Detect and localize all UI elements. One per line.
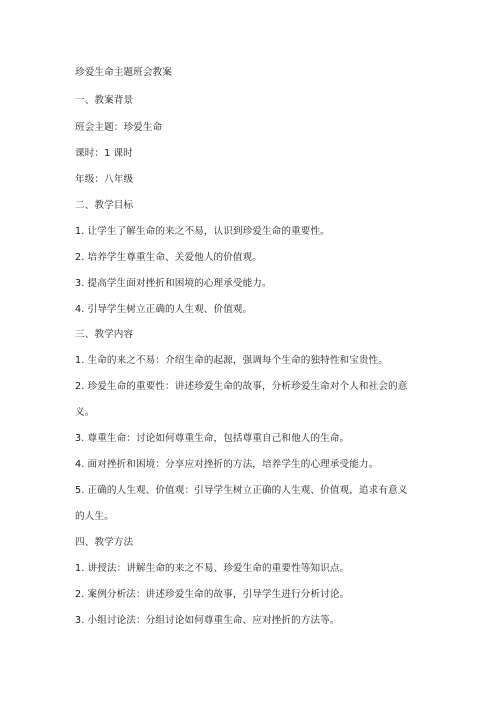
goal-item-3: 3. 提高学生面对挫折和困境的心理承受能力。: [75, 278, 272, 289]
content-item-2-line-1: 2. 珍爱生命的重要性：讲述珍爱生命的故事，分析珍爱生命对个人和社会的意: [75, 381, 408, 392]
section-heading-background: 一、教案背景: [75, 95, 134, 106]
goal-item-1: 1. 让学生了解生命的来之不易，认识到珍爱生命的重要性。: [75, 226, 330, 237]
method-item-3: 3. 小组讨论法：分组讨论如何尊重生命、应对挫折的方法等。: [75, 615, 340, 626]
content-item-1: 1. 生命的来之不易：介绍生命的起源，强调每个生命的独特性和宝贵性。: [75, 355, 389, 366]
goal-item-2: 2. 培养学生尊重生命、关爱他人的价值观。: [75, 252, 262, 263]
class-theme: 班会主题：珍爱生命: [75, 122, 163, 133]
document-title: 珍爱生命主题班会教案: [75, 67, 172, 78]
section-heading-goals: 二、教学目标: [75, 200, 134, 211]
section-heading-content: 三、教学内容: [75, 329, 134, 340]
content-item-3: 3. 尊重生命：讨论如何尊重生命，包括尊重自己和他人的生命。: [75, 433, 350, 444]
content-item-5-line-1: 5. 正确的人生观、价值观：引导学生树立正确的人生观、价值观，追求有意义: [75, 485, 408, 496]
section-heading-methods: 四、教学方法: [75, 537, 134, 548]
class-hours: 课时：1 课时: [75, 148, 133, 159]
grade: 年级：八年级: [75, 174, 134, 185]
content-item-4: 4. 面对挫折和困境：分享应对挫折的方法，培养学生的心理承受能力。: [75, 459, 379, 470]
content-item-5-line-2: 的人生。: [75, 511, 114, 522]
method-item-2: 2. 案例分析法：讲述珍爱生命的故事，引导学生进行分析讨论。: [75, 589, 350, 600]
goal-item-4: 4. 引导学生树立正确的人生观、价值观。: [75, 304, 253, 315]
method-item-1: 1. 讲授法：讲解生命的来之不易、珍爱生命的重要性等知识点。: [75, 563, 350, 574]
content-item-2-line-2: 义。: [75, 407, 95, 418]
